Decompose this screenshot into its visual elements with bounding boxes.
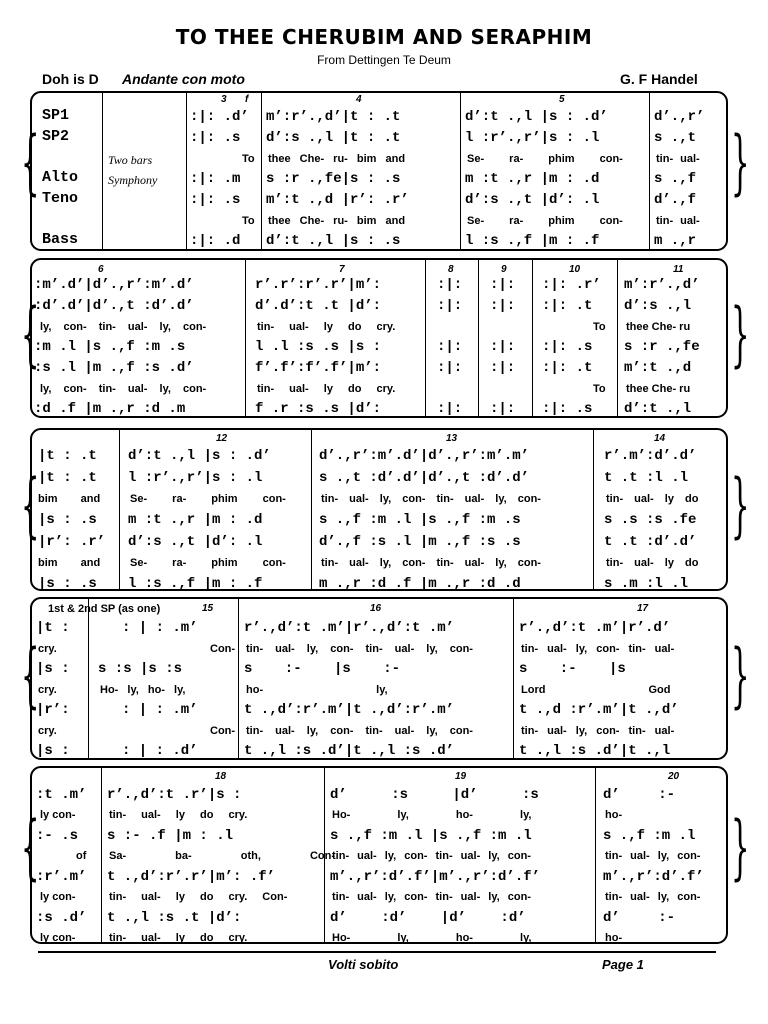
lyrics-row: Se- ra- phim con- [130, 557, 286, 569]
barline [649, 93, 650, 249]
barline [617, 260, 618, 416]
lyrics-row: tin- ual- ly do cry. [109, 809, 248, 821]
right-brace: } [730, 806, 750, 888]
barline [478, 260, 479, 416]
subtitle: From Dettingen Te Deum [317, 53, 451, 67]
notes-row: s .,f :m .l |s .,f :m .l [330, 828, 532, 844]
notes-row: : | : .d’ [122, 743, 198, 759]
lyrics-row: tin- ual- ly, con- tin- ual- ly, con- [332, 850, 531, 862]
notes-row: m’:r’.,d’ [624, 277, 700, 293]
system-1 [30, 91, 728, 251]
measure-number: 15 [202, 603, 214, 614]
notes-row: s .,t [654, 130, 697, 146]
notes-row: r’.,d’:t .r’|s : [107, 787, 242, 803]
measure-number: 10 [569, 264, 581, 275]
notes-row: d’:s .,t |d’: .l [128, 534, 263, 550]
notes-row: m .,r [654, 233, 697, 249]
lyrics-row: of [76, 850, 87, 862]
notes-row: |r’: [36, 702, 70, 718]
measure-number: 17 [637, 603, 649, 614]
notes-row: m’.,r’:d’.f’|m’.,r’:d’.f’ [330, 869, 541, 885]
measure-number: 3 [221, 94, 227, 105]
notes-row: :- .s [36, 828, 79, 844]
notes-row: |s : [36, 743, 70, 759]
notes-row: :|: [490, 339, 516, 355]
notes-row: r’.,d’:t .m’|r’.d’ [519, 620, 671, 636]
lyrics-row: thee Che- ru- bim and [268, 215, 406, 227]
lyrics-row: Con- [210, 643, 236, 655]
lyrics-row: Ho- ly, ho- ly, [332, 809, 532, 821]
barline [460, 93, 461, 249]
notes-row: :m .l |s .,f :m .s [34, 339, 186, 355]
barline [238, 599, 239, 758]
lyrics-row: tin- ual- ly, con- tin- ual- [521, 725, 675, 737]
notes-row: t .,l :s .d’|t .,l :s .d’ [244, 743, 455, 759]
lyrics-row: tin- ual- ly do cry. [109, 932, 248, 944]
notes-row: d’ :- [603, 910, 676, 926]
notes-row: d’.d’:t .t |d’: [255, 298, 382, 314]
notes-row: d’ :d’ |d’ :d’ [330, 910, 526, 926]
notes-row: :d .f |m .,r :d .m [34, 401, 186, 417]
notes-row: :|: .t [542, 298, 593, 314]
notes-row: l :s .,f |m : .f [465, 233, 600, 249]
lyrics-row: ly con- [40, 932, 76, 944]
notes-row: :|: .s [190, 192, 241, 208]
lyrics-row: Ho- ly, ho- ly, [332, 932, 532, 944]
barline [102, 93, 103, 249]
lyrics-row: tin- ual- ly, con- tin- ual- ly, con- [321, 493, 541, 505]
voice-label: Teno [42, 190, 79, 207]
notes-row: t .,l :s .t |d’: [107, 910, 242, 926]
system-4 [30, 597, 728, 760]
notes-row: m’:r’.,d’|t : .t [266, 109, 401, 125]
right-brace: } [730, 464, 750, 546]
notes-row: d’ :- [603, 787, 676, 803]
notes-row: :|: .s [542, 401, 593, 417]
notes-row: m’:t .,d [624, 360, 692, 376]
barline [186, 93, 187, 249]
notes-row: s .,f :m .l [603, 828, 696, 844]
measure-number: 9 [501, 264, 507, 275]
lyrics-row: To [593, 321, 606, 333]
barline [532, 260, 533, 416]
lyrics-row: tin- ual- ly, con- [605, 891, 701, 903]
measure-number: 4 [356, 94, 362, 105]
right-brace: } [730, 121, 750, 203]
measure-number: 7 [339, 264, 345, 275]
notes-row: d’:s .,l [624, 298, 692, 314]
notes-row: r’.,d’:t .m’|r’.,d’:t .m’ [244, 620, 455, 636]
barline [593, 430, 594, 589]
notes-row: : | : .m’ [122, 620, 198, 636]
notes-row: :|: [437, 339, 463, 355]
notes-row: f .r :s .s |d’: [255, 401, 382, 417]
measure-number: 13 [446, 433, 458, 444]
symphony-note: Two bars [108, 153, 153, 167]
lyrics-row: tin- ual- ly, con- tin- ual- ly, con- [246, 643, 473, 655]
lyrics-row: To [242, 153, 255, 165]
lyrics-row: thee Che- ru [626, 383, 691, 395]
notes-row: :|: [490, 277, 516, 293]
notes-row: :|: .s [190, 130, 241, 146]
system-2 [30, 258, 728, 418]
notes-row: :t .m’ [36, 787, 87, 803]
voice-label: Alto [42, 169, 79, 186]
notes-row: d’:t .,l |s : .s [266, 233, 401, 249]
lyrics-row: ly, con- tin- ual- ly, con- [40, 321, 207, 333]
notes-row: s :r .,fe [624, 339, 700, 355]
measure-number: 18 [215, 771, 227, 782]
right-brace: } [730, 634, 750, 716]
notes-row: t .,l :s .d’|t .,l [519, 743, 671, 759]
left-brace: { [20, 806, 40, 888]
lyrics-row: Ho- ly, ho- ly, [100, 684, 186, 696]
measure-number: 20 [668, 771, 680, 782]
lyrics-row: thee Che- ru [626, 321, 691, 333]
barline [261, 93, 262, 249]
lyrics-row: tin- ual- ly do cry. [257, 321, 396, 333]
notes-row: :|: [437, 360, 463, 376]
notes-row: :|: .m [190, 171, 241, 187]
notes-row: m :t .,r |m : .d [128, 512, 263, 528]
lyrics-row: tin- ual- ly, con- tin- ual- ly, con- [321, 557, 541, 569]
measure-number: 6 [98, 264, 104, 275]
notes-row: d’.,r’ [654, 109, 705, 125]
notes-row: :m’.d’|d’.,r’:m’.d’ [34, 277, 194, 293]
page-title: TO THEE CHERUBIM AND SERAPHIM [175, 25, 593, 49]
page-number: Page 1 [602, 957, 644, 972]
lyrics-row: ly con- [40, 809, 76, 821]
notes-row: :|: .d [190, 233, 241, 249]
notes-row: s :s |s :s [98, 661, 183, 677]
notes-row: :|: [490, 401, 516, 417]
notes-row: t .,d :r’.m’|t .,d’ [519, 702, 679, 718]
notes-row: |s : [36, 661, 70, 677]
notes-row: m .,r :d .f |m .,r :d .d [319, 576, 521, 592]
system-5 [30, 766, 728, 944]
notes-row: d’.,f [654, 192, 697, 208]
notes-row: s :- .f |m : .l [107, 828, 234, 844]
voice-label: SP2 [42, 128, 70, 145]
notes-row: d’ :s |d’ :s [330, 787, 539, 803]
notes-row: m :t .,r |m : .d [465, 171, 600, 187]
notes-row: d’.,f :s .l |m .,f :s .s [319, 534, 521, 550]
dynamic-marking: f [245, 94, 249, 105]
notes-row: |s : .s [38, 512, 97, 528]
notes-row: :|: .s [542, 339, 593, 355]
symphony-note: Symphony [108, 173, 158, 187]
notes-row: l :r’.,r’|s : .l [128, 470, 263, 486]
notes-row: d’:t .,l [624, 401, 692, 417]
lyrics-row: tin- ual- [656, 215, 700, 227]
notes-row: r’.r’:r’.r’|m’: [255, 277, 382, 293]
notes-row: :|: [490, 360, 516, 376]
lyrics-row: To [593, 383, 606, 395]
notes-row: l :s .,f |m : .f [128, 576, 263, 592]
lyrics-row: tin- ual- ly, con- tin- ual- [521, 643, 675, 655]
barline [595, 768, 596, 942]
footer-volti: Volti sobito [328, 957, 399, 972]
lyrics-row: Se- ra- phim con- [130, 493, 286, 505]
notes-row: s :- |s [519, 661, 626, 677]
lyrics-row: tin- ual- ly do cry. Con- [109, 891, 288, 903]
notes-row: :|: [437, 298, 463, 314]
footer-rule [38, 951, 716, 953]
notes-row: |t : .t [38, 470, 97, 486]
notes-row: l .l :s .s |s : [255, 339, 382, 355]
notes-row: f’.f’:f’.f’|m’: [255, 360, 382, 376]
lyrics-row: tin- ual- ly do [606, 557, 699, 569]
lyrics-row: ho- ly, [246, 684, 388, 696]
right-brace: } [730, 293, 750, 375]
composer: G. F Handel [620, 71, 698, 87]
notes-row: t .,d’:r’.m’|t .,d’:r’.m’ [244, 702, 455, 718]
lyrics-row: cry. [38, 725, 57, 737]
notes-row: :r’.m’ [36, 869, 87, 885]
notes-row: |s : .s [38, 576, 97, 592]
key-signature: Doh is D [42, 71, 99, 87]
notes-row: s .,f [654, 171, 697, 187]
lyrics-row: cry. [38, 643, 57, 655]
barline [88, 599, 89, 758]
lyrics-row: bim and [38, 493, 101, 505]
notes-row: :|: [437, 277, 463, 293]
lyrics-row: tin- ual- ly do [606, 493, 699, 505]
notes-row: d’:t .,l |s : .d’ [128, 448, 271, 464]
measure-number: 12 [216, 433, 228, 444]
notes-row: :d’.d’|d’.,t :d’.d’ [34, 298, 194, 314]
notes-row: l :r’.,r’|s : .l [465, 130, 600, 146]
notes-row: t .t :d’.d’ [604, 534, 697, 550]
notes-row: s .,t :d’.d’|d’.,t :d’.d’ [319, 470, 530, 486]
notes-row: m’.,r’:d’.f’ [603, 869, 704, 885]
tempo-marking: Andante con moto [122, 71, 245, 87]
barline [245, 260, 246, 416]
notes-row: r’.m’:d’.d’ [604, 448, 697, 464]
notes-row: |t : [36, 620, 70, 636]
notes-row: s .,f :m .l |s .,f :m .s [319, 512, 521, 528]
voice-label: SP1 [42, 107, 70, 124]
measure-number: 11 [673, 264, 684, 275]
notes-row: s :- |s :- [244, 661, 401, 677]
left-brace: { [20, 293, 40, 375]
lyrics-row: Lord God [521, 684, 671, 696]
measure-number: 14 [654, 433, 666, 444]
notes-row: :s .l |m .,f :s .d’ [34, 360, 194, 376]
notes-row: :s .d’ [36, 910, 87, 926]
lyrics-row: Se- ra- phim con- [467, 153, 623, 165]
barline [119, 430, 120, 589]
notes-row: s .m :l .l [604, 576, 689, 592]
notes-row: d’.,r’:m’.d’|d’.,r’:m’.m’ [319, 448, 530, 464]
left-brace: { [20, 634, 40, 716]
lyrics-row: tin- ual- [656, 153, 700, 165]
notes-row: m’:t .,d |r’: .r’ [266, 192, 409, 208]
lyrics-row: Se- ra- phim con- [467, 215, 623, 227]
notes-row: s :r .,fe|s : .s [266, 171, 401, 187]
lyrics-row: ho- [605, 932, 623, 944]
lyrics-row: ho- [605, 809, 623, 821]
notes-row: : | : .m’ [122, 702, 198, 718]
lyrics-row: Con- [210, 725, 236, 737]
lyrics-row: cry. [38, 684, 57, 696]
system-3 [30, 428, 728, 591]
notes-row: :|: .d’ [190, 109, 249, 125]
notes-row: |t : .t [38, 448, 97, 464]
part-note: 1st & 2nd SP (as one) [48, 603, 161, 615]
notes-row: :|: .r’ [542, 277, 601, 293]
notes-row: d’:s .,l |t : .t [266, 130, 401, 146]
barline [425, 260, 426, 416]
notes-row: :|: .t [542, 360, 593, 376]
measure-number: 8 [448, 264, 454, 275]
barline [513, 599, 514, 758]
lyrics-row: tin- ual- ly, con- [605, 850, 701, 862]
lyrics-row: tin- ual- ly, con- tin- ual- ly, con- [246, 725, 473, 737]
lyrics-row: tin- ual- ly, con- tin- ual- ly, con- [332, 891, 531, 903]
measure-number: 19 [455, 771, 467, 782]
notes-row: d’:t .,l |s : .d’ [465, 109, 608, 125]
lyrics-row: Sa- ba- oth, Con- [109, 850, 335, 862]
lyrics-row: thee Che- ru- bim and [268, 153, 406, 165]
notes-row: t .,d’:r’.r’|m’: .f’ [107, 869, 276, 885]
measure-number: 16 [370, 603, 382, 614]
notes-row: s .s :s .fe [604, 512, 697, 528]
notes-row: d’:s .,t |d’: .l [465, 192, 600, 208]
lyrics-row: ly con- [40, 891, 76, 903]
left-brace: { [20, 121, 40, 203]
lyrics-row: bim and [38, 557, 101, 569]
notes-row: :|: [437, 401, 463, 417]
lyrics-row: ly, con- tin- ual- ly, con- [40, 383, 207, 395]
measure-number: 5 [559, 94, 565, 105]
barline [311, 430, 312, 589]
lyrics-row: To [242, 215, 255, 227]
notes-row: t .t :l .l [604, 470, 689, 486]
lyrics-row: tin- ual- ly do cry. [257, 383, 396, 395]
voice-label: Bass [42, 231, 79, 248]
notes-row: |r’: .r’ [38, 534, 106, 550]
barline [101, 768, 102, 942]
left-brace: { [20, 464, 40, 546]
notes-row: :|: [490, 298, 516, 314]
